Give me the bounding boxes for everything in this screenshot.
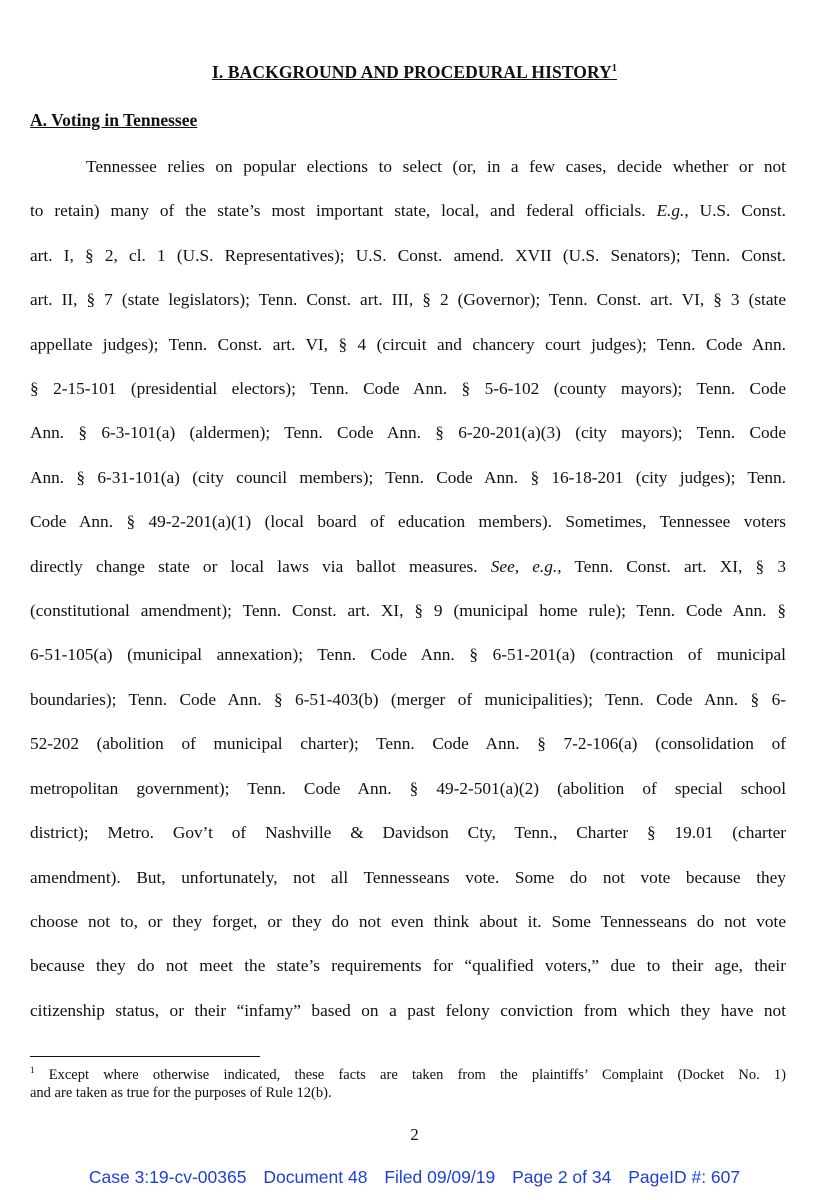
italic-citation-signal: See, e.g.	[490, 556, 558, 576]
body-line: Ann. § 6-3-101(a) (aldermen); Tenn. Code Ann. § 6-20-201(a)(3) (city mayors); Tenn. Code	[30, 423, 786, 443]
body-text-run: directly change state or local laws via ballot measures.	[30, 556, 491, 576]
body-line: Ann. § 6-31-101(a) (city council members); Tenn. Code Ann. § 16-18-201 (city judges); Tenn.	[30, 467, 786, 487]
body-line: metropolitan government); Tenn. Code Ann. § 49-2-501(a)(2) (abolition of special school	[30, 778, 786, 798]
document-number: Document 48	[263, 1167, 368, 1187]
body-line: citizenship status, or their “infamy” based on a past felony conviction from which they have not	[30, 1000, 786, 1020]
page-count: Page 2 of 34	[512, 1167, 612, 1187]
body-line: amendment). But, unfortunately, not all Tennesseans vote. Some do not vote because they	[30, 867, 786, 887]
body-text-run: , Tenn. Const. art. XI, § 3	[557, 556, 786, 576]
body-line: because they do not meet the state’s requirements for “qualified voters,” due to their age, their	[30, 956, 786, 976]
footnote	[30, 1066, 786, 1102]
body-line: 52-202 (abolition of municipal charter); Tenn. Code Ann. § 7-2-106(a) (consolidation of	[30, 734, 786, 754]
footnote-text-1: Except where otherwise indicated, these facts are taken from the plaintiffs’ Complaint (Docket No. 1)	[48, 1067, 787, 1083]
footnote-divider	[30, 1056, 260, 1057]
body-paragraph	[30, 145, 786, 1033]
body-line: (constitutional amendment); Tenn. Const. art. XI, § 9 (municipal home rule); Tenn. Code Ann. §	[30, 601, 786, 621]
page-title-text: I. BACKGROUND AND PROCEDURAL HISTORY	[212, 62, 612, 82]
body-line: boundaries); Tenn. Code Ann. § 6-51-403(b) (merger of municipalities); Tenn. Code Ann. § 6-	[30, 689, 786, 709]
footnote-ref[interactable]: 1	[611, 63, 617, 75]
body-text-run: to retain) many of the state’s most important state, local, and federal officials.	[30, 201, 657, 221]
case-number: Case 3:19-cv-00365	[88, 1167, 247, 1187]
body-line: choose not to, or they forget, or they do not even think about it. Some Tennesseans do not vote	[30, 911, 786, 931]
body-line: Tennessee relies on popular elections to select (or, in a few cases, decide whether or not	[86, 157, 786, 176]
body-line: Code Ann. § 49-2-201(a)(1) (local board of education members). Sometimes, Tennessee voters	[30, 512, 786, 532]
italic-citation-signal: E.g.	[656, 201, 685, 221]
body-line	[30, 545, 786, 589]
body-line	[30, 189, 786, 233]
body-text-run: , U.S. Const.	[684, 201, 786, 221]
body-line: art. I, § 2, cl. 1 (U.S. Representatives); U.S. Const. amend. XVII (U.S. Senators); Tenn. Const.	[30, 245, 786, 265]
page-number: 2	[410, 1125, 419, 1144]
footnote-number: 1	[30, 1065, 35, 1076]
case-header	[0, 1167, 829, 1188]
body-line: § 2-15-101 (presidential electors); Tenn. Code Ann. § 5-6-102 (county mayors); Tenn. Code	[30, 379, 786, 399]
body-line: 6-51-105(a) (municipal annexation); Tenn. Code Ann. § 6-51-201(a) (contraction of municipal	[30, 645, 786, 665]
body-line: appellate judges); Tenn. Const. art. VI, § 4 (circuit and chancery court judges); Tenn. Code Ann.	[30, 334, 786, 354]
section-heading: A. Voting in Tennessee	[30, 110, 198, 130]
page-id: PageID #: 607	[628, 1167, 741, 1187]
filed-date: Filed 09/09/19	[384, 1167, 496, 1187]
page-title	[0, 62, 829, 83]
footnote-line: and are taken as true for the purposes of Rule 12(b).	[30, 1085, 332, 1101]
body-line: district); Metro. Gov’t of Nashville & Davidson Cty, Tenn., Charter § 19.01 (charter	[30, 823, 786, 843]
body-line: art. II, § 7 (state legislators); Tenn. Const. art. III, § 2 (Governor); Tenn. Const. art. VI, § 3 (state	[30, 290, 786, 310]
footnote-line	[30, 1066, 786, 1084]
